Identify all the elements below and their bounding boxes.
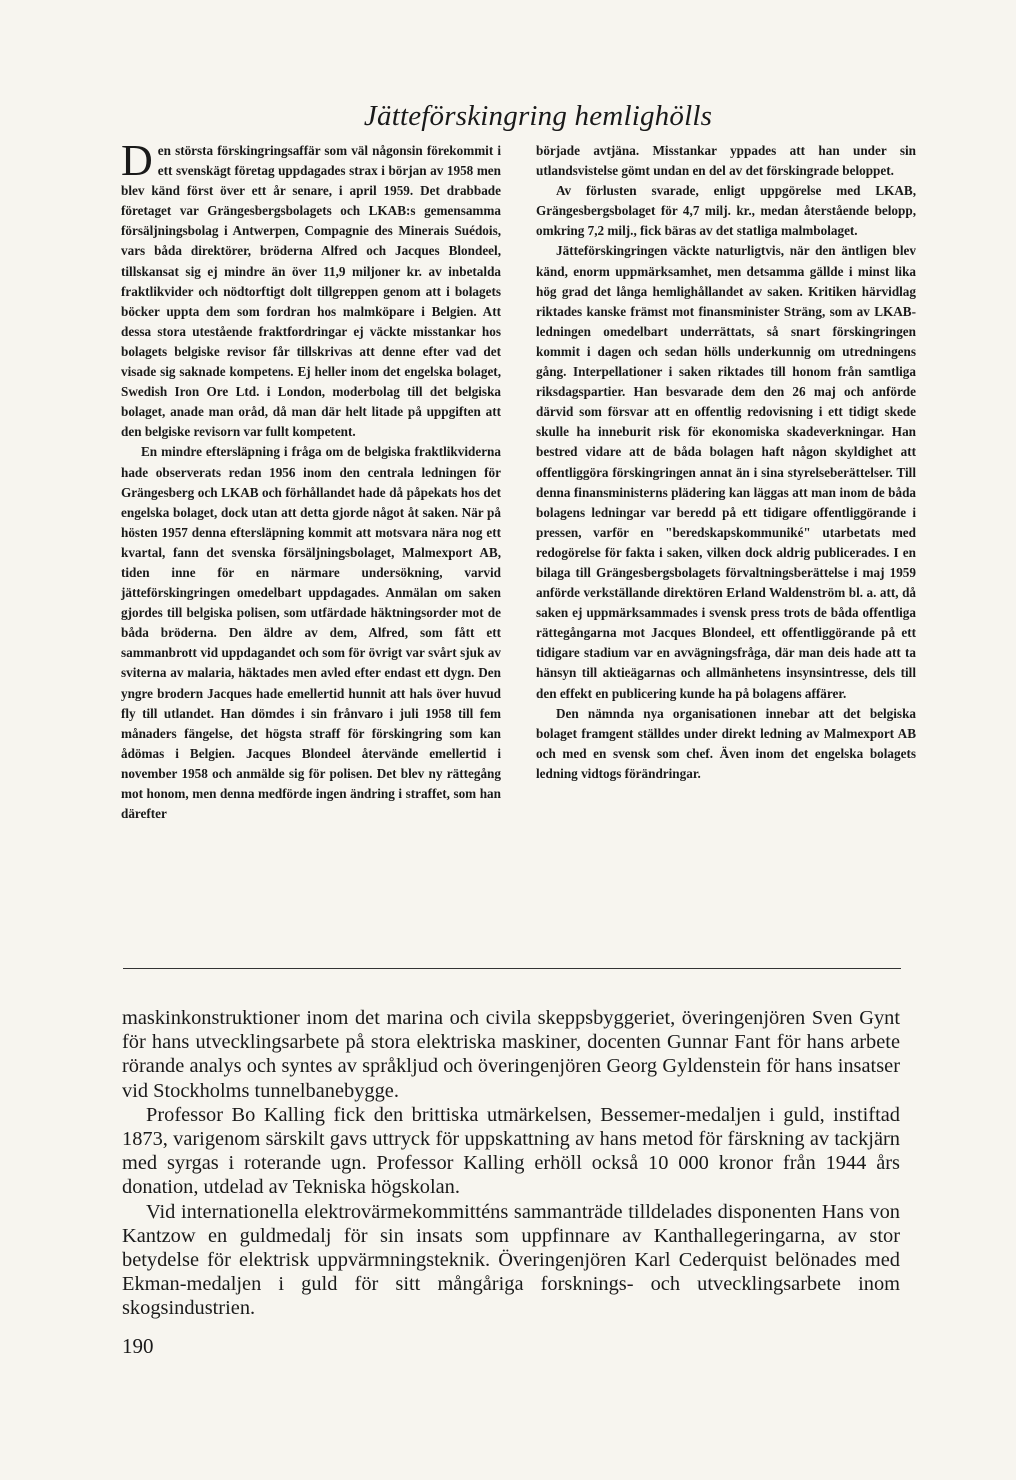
main-body-text (122, 1006, 900, 1321)
sidebar-paragraph: Den nämnda nya organisationen innebar att det belgiska bolaget framgent ställdes under direkt ledning av Malmexport AB och med en svensk som chef. Även inom det engelska bolagets ledning vidtogs förändringar. (536, 705, 916, 781)
body-paragraph: Professor Bo Kalling fick den brittiska utmärkelsen, Bessemer-medaljen i guld, instiftad 1873, varigenom särskilt gavs uttryck för uppskattning av hans metod för färskning av tackjärn med syrgas i roterande ugn. Professor Kalling erhöll också 10 000 kronor från 1944 års donation, utdelad av Tekniska högskolan. (122, 1103, 900, 1199)
sidebar-right-column (536, 141, 916, 784)
sidebar-paragraph: Jätteförskingringen väckte naturligtvis, när den äntligen blev känd, enorm uppmärksamhet, men detsamma gällde i minst lika hög grad det långa hemlighållandet av saken. Kritiken härvidlag riktades kanske främst mot finansminister Sträng, som av LKAB-ledningen omedelbart underrättats, så snart förskingringen kommit i dagen och sedan hölls underkunnig om utredningens gång. Interpellationer i saken riktades till honom från samtliga riksdagspartier. Han besvarade dem den 26 maj och anförde därvid som försvar att en offentlig redovisning i ett tidigt skede skulle ha inneburit risk för ekonomiska skadeverkningar. Han bestred vidare att de båda bolagen haft någon skyldighet att offentliggöra förskingringen annat än i sina styrelseberättelser. Till denna finansministerns plädering kan läggas att man inom de båda bolagens ledningar var beredd på ett tidigare offentliggörande i pressen, varför en "beredskapskommuniké" utarbetats med redogörelse för fakta i saken, vilken dock aldrig publicerades. I en bilaga till Grängesbergsbolagets förvaltningsberättelse i maj 1959 anförde verkställande direktören Erland Waldenström bl. a. att, då saken ej uppmärksammades i svensk press trots de båda offentliga rättegångarna mot Jacques Blondeel, ett offentliggörande på ett tidigare stadium var en avvägningsfråga, där man deis hade att ta hänsyn till aktieägarnas och allmänhetens insynsintresse, dels till den effekt en publicering kunde ha på bolagens affärer. (536, 243, 916, 701)
section-divider (123, 968, 901, 969)
body-paragraph: Vid internationella elektrovärmekommitténs sammanträde tilldelades disponenten Hans von Kantzow en guldmedalj för sin insats som uppfinnare av Kanthallegeringarna, av stor betydelse för elektrisk uppvärmningsteknik. Överingenjören Karl Cederquist belönades med Ekman-medaljen i guld för sitt mångåriga forsknings- och utvecklingsarbete inom skogsindustrien. (122, 1200, 900, 1320)
sidebar-box-title: Jätteförskingring hemlighölls (363, 100, 713, 132)
sidebar-left-column (121, 136, 501, 824)
sidebar-paragraph: började avtjäna. Misstankar yppades att han under sin utlandsvistelse gömt undan en del av det förskingrade beloppet. (536, 143, 916, 179)
body-paragraph: maskinkonstruktioner inom det marina och civila skeppsbyggeriet, överingenjören Sven Gynt för hans utvecklingsarbete på stora elektriska maskiner, docenten Gunnar Fant för hans arbete rörande analys och syntes av språkljud och överingenjören Georg Gyldenstein för hans insatser vid Stockholms tunnelbanebygge. (122, 1007, 900, 1102)
sidebar-paragraph: En mindre eftersläpning i fråga om de belgiska fraktlikviderna hade observerats redan 1956 inom den centrala ledningen för Grängesberg och LKAB och förhållandet hade då påpekats hos det engelska bolaget, dock utan att detta gjorde något åt saken. När på hösten 1957 denna eftersläpning kommit att motsvara nära nog ett kvartal, fann det svenska försäljningsbolaget, Malmexport AB, tiden inne för en närmare undersökning, varvid jätteförskingringen omedelbart uppdagades. Anmälan om saken gjordes till belgiska polisen, som utfärdade häktningsorder mot de båda bröderna. Den äldre av dem, Alfred, som fått ett sammanbrott vid uppdagandet och som för övrigt var svårt sjuk av sviterna av malaria, häktades men avled efter endast ett dygn. Den yngre brodern Jacques hade emellertid hunnit att hals över huvud fly till utlandet. Han dömdes i sin frånvaro i juli 1958 till fem månaders fängelse, det högsta straff för förskingring som kan ådömas i Belgien. Jacques Blondeel återvände emellertid i november 1958 och anmälde sig för polisen. Det blev ny rättegång mot honom, men denna medförde ingen ändring i straffet, som han därefter (121, 444, 501, 822)
sidebar-paragraph-text: en största förskingringsaffär som väl någonsin förekommit i ett svenskägt företag uppdagades strax i början av 1958 men blev känd först över ett år senare, i april 1959. Det drabbade företaget var Grängesbergsbolagets och LKAB:s gemensamma försäljningsbolag i Antwerpen, Compagnie des Minerais Suédois, vars båda direktörer, bröderna Alfred och Jacques Blondeel, tillskansat sig ej mindre än över 11,9 miljoner kr. av inbetalda fraktlikvider och nödtorftigt dolt tillgreppen genom att i bolagets böcker uppta dem som fordran hos malmköpare i Belgien. Att dessa stora utestående fraktfordringar ej väckte misstankar hos bolagets belgiske revisor får tillskrivas att denne efter vad det visade sig saknade kompetens. Ej heller inom det engelska bolaget, Swedish Iron Ore Ltd. i London, moderbolag till det belgiska bolaget, anade man oråd, då man där helt litade på uppgiften att den belgiske revisorn var fullt kompetent. (121, 143, 501, 440)
drop-cap: D (121, 136, 153, 185)
sidebar-paragraph: Av förlusten svarade, enligt uppgörelse med LKAB, Grängesbergsbolaget för 4,7 milj. kr., medan återstående belopp, omkring 7,2 milj., fick bäras av det statliga malmbolaget. (536, 183, 916, 239)
page-number: 190 (122, 1334, 154, 1358)
sidebar-paragraph (121, 136, 501, 442)
